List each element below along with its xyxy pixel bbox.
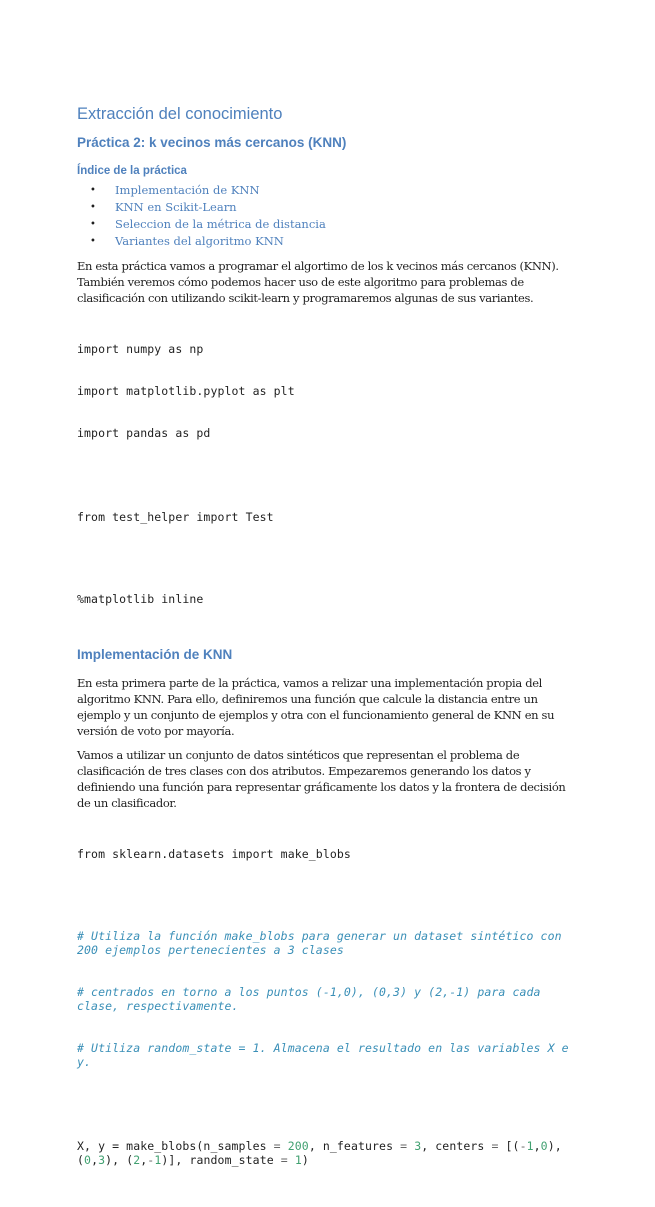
bullet-icon: • <box>90 185 96 196</box>
code-token: [( <box>498 1139 520 1153</box>
code-token: , <box>91 1153 99 1167</box>
code-token: ) <box>301 1153 309 1167</box>
code-token: ), ( <box>77 1139 569 1167</box>
code-number: 200 <box>287 1139 309 1153</box>
index-item-metrica[interactable] <box>77 216 582 233</box>
code-operator: = <box>491 1139 499 1153</box>
code-operator: = <box>280 1153 288 1167</box>
section1-paragraph-2: Vamos a utilizar un conjunto de datos sintéticos que representan el problema de clasificación de tres clases con dos atributos. Empezaremos generando los datos y definiendo una función para representar gráficamente los datos y la frontera de decisión de un clasificador. <box>77 748 566 810</box>
index-link[interactable]: Implementación de KNN <box>115 183 260 197</box>
code-token: ), ( <box>105 1153 134 1167</box>
code-token: , centers <box>421 1139 492 1153</box>
code-line: import numpy as np <box>77 342 204 356</box>
code-comment: # centrados en torno a los puntos (-1,0), (0,3) y (2,-1) para cada clase, respectivamente. <box>77 985 548 1013</box>
bullet-icon: • <box>90 236 96 247</box>
index-heading: Índice de la práctica <box>77 165 187 177</box>
code-operator: - <box>519 1139 527 1153</box>
code-number: 3 <box>98 1153 106 1167</box>
code-cell-imports[interactable] <box>77 314 582 552</box>
index-link[interactable]: Variantes del algoritmo KNN <box>115 234 284 248</box>
index-item-implementacion[interactable] <box>77 182 582 199</box>
code-line: from sklearn.datasets import make_blobs <box>77 847 351 861</box>
code-number: 1 <box>294 1153 302 1167</box>
code-cell-magic[interactable] <box>77 564 582 634</box>
bullet-icon: • <box>90 219 96 230</box>
code-line: %matplotlib inline <box>77 592 204 606</box>
section1-paragraph-1: En esta primera parte de la práctica, vamos a relizar una implementación propia del algoritmo KNN. Para ello, definiremos una función que calcule la distancia entre un ejemplo y un conjunto de ejemplos y otra con el funcionamiento general de KNN en su versión de voto por mayoría. <box>77 676 555 738</box>
code-cell-sklearn-import[interactable] <box>77 819 582 889</box>
code-operator: = <box>400 1139 408 1153</box>
code-number: 0 <box>84 1153 92 1167</box>
notebook-document <box>77 104 582 1207</box>
code-number: 3 <box>414 1139 422 1153</box>
code-operator: - <box>147 1153 155 1167</box>
code-number: 2 <box>133 1153 141 1167</box>
intro-paragraph: En esta práctica vamos a programar el algortimo de los k vecinos más cercanos (KNN). También veremos cómo podemos hacer uso de este algoritmo para problemas de clasificación con utilizando scikit-learn y programaremos algunas de sus variantes. <box>77 259 559 305</box>
code-line: import matplotlib.pyplot as plt <box>77 384 295 398</box>
bullet-icon: • <box>90 202 96 213</box>
index-link[interactable]: KNN en Scikit-Learn <box>115 200 237 214</box>
code-comment: # Utiliza la función make_blobs para generar un dataset sintético con 200 ejemplos pertenecientes a 3 clases <box>77 929 569 957</box>
code-token <box>281 1139 288 1153</box>
index-list <box>77 182 582 250</box>
code-number: 1 <box>526 1139 534 1153</box>
code-operator: = <box>273 1139 281 1153</box>
document-title: Extracción del conocimiento <box>77 105 283 123</box>
code-number: 0 <box>540 1139 548 1153</box>
code-token: , n_features <box>308 1139 401 1153</box>
index-link[interactable]: Seleccion de la métrica de distancia <box>115 217 326 231</box>
code-comment: # Utiliza random_state = 1. Almacena el resultado en las variables X e y. <box>77 1041 576 1069</box>
code-token <box>407 1139 414 1153</box>
code-token: , <box>533 1139 541 1153</box>
code-token: , <box>140 1153 148 1167</box>
practice-subtitle: Práctica 2: k vecinos más cercanos (KNN) <box>77 135 347 150</box>
index-item-variantes[interactable] <box>77 233 582 250</box>
code-blank-line <box>77 1097 582 1111</box>
code-number: 1 <box>154 1153 162 1167</box>
section-heading-implementacion: Implementación de KNN <box>77 647 233 662</box>
code-cell-make-blobs[interactable] <box>77 901 582 1195</box>
code-token: X, y = make_blobs(n_samples <box>77 1139 274 1153</box>
code-token <box>288 1153 295 1167</box>
code-token: )], random_state <box>161 1153 281 1167</box>
code-line: import pandas as pd <box>77 426 211 440</box>
index-item-knn-scikit[interactable] <box>77 199 582 216</box>
code-line-make-blobs <box>77 1139 582 1167</box>
code-blank-line <box>77 468 582 482</box>
code-line: from test_helper import Test <box>77 510 274 524</box>
